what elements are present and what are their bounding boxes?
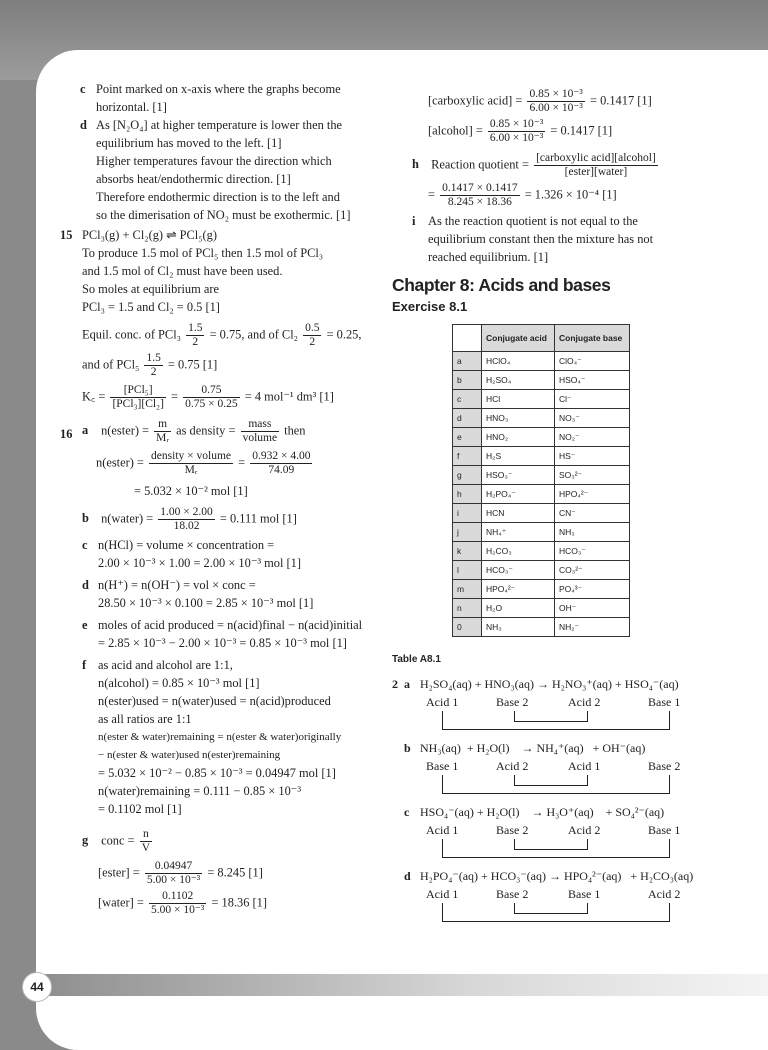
footer-band <box>40 974 768 996</box>
numerator: 1.5 <box>146 352 161 364</box>
denominator: 2 <box>309 336 316 348</box>
text: = 1.326 × 10⁻⁴ [1] <box>524 187 617 202</box>
conjugate-base-cell: HCO₃⁻ <box>555 542 630 561</box>
text: n(alcohol) = 0.85 × 10⁻³ mol [1] <box>98 676 260 690</box>
text: = 2.85 × 10⁻³ − 2.00 × 10⁻³ = 0.85 × 10⁻³ mol [1] <box>98 636 347 650</box>
label: d <box>82 578 89 592</box>
text: Equil. conc. of PCl₃ <box>82 327 181 342</box>
fraction <box>144 352 162 379</box>
row-label: l <box>453 561 482 580</box>
text: Reaction quotient = <box>431 157 529 172</box>
q16h-value <box>392 182 712 212</box>
text: = 0.75, and of Cl₂ <box>209 327 298 342</box>
question-number: 15 <box>60 228 73 242</box>
role-labels <box>392 757 712 773</box>
text: n(water) = <box>101 511 154 526</box>
conjugate-base-cell: NH₂⁻ <box>555 618 630 637</box>
label: i <box>412 214 416 228</box>
text: n(water)remaining = 0.111 − 0.85 × 10⁻³ <box>98 784 302 798</box>
conjugate-base-cell: OH⁻ <box>555 599 630 618</box>
denominator: Mᵣ <box>156 432 170 444</box>
text: = <box>238 455 246 470</box>
label: g <box>82 833 89 848</box>
text: as density = <box>176 423 236 438</box>
denominator: Mᵣ <box>184 464 198 476</box>
text: equilibrium has moved to the left. [1] <box>96 136 282 150</box>
q15 <box>60 226 380 244</box>
role-label: Acid 2 <box>568 695 601 709</box>
text: Therefore endothermic direction is to the left and <box>96 190 340 204</box>
role-label: Acid 1 <box>426 823 459 837</box>
q16a <box>60 418 380 450</box>
role-label: Acid 1 <box>568 759 601 773</box>
fraction <box>110 384 165 411</box>
table-row <box>453 599 630 618</box>
denominator: 6.00 × 10⁻³ <box>489 132 544 144</box>
conjugate-acid-cell: HNO₃ <box>482 409 555 428</box>
table-row <box>453 428 630 447</box>
right-column <box>392 88 712 931</box>
question-number: 16 <box>60 427 73 441</box>
fraction <box>186 322 204 349</box>
conjugate-acid-cell: HClO₄ <box>482 352 555 371</box>
text: NH₃(aq) + H₂O(l) → NH₄⁺(aq) + OH⁻(aq) <box>420 741 646 755</box>
denominator: V <box>141 842 151 854</box>
text: so the dimerisation of NO₂ must be exothermic. [1] <box>96 208 351 222</box>
conjugate-base-cell: SO₃²⁻ <box>555 466 630 485</box>
conjugate-base-cell: ClO₄⁻ <box>555 352 630 371</box>
text: = <box>428 187 435 202</box>
row-label: a <box>453 352 482 371</box>
conjugate-acid-cell: H₂S <box>482 447 555 466</box>
ester-concentration <box>60 860 380 890</box>
conjugate-pair-brackets <box>392 901 712 925</box>
denominator: 8.245 × 18.36 <box>447 196 512 208</box>
inner-bracket <box>514 711 588 722</box>
text: PCl₃(g) + Cl₂(g) ⇌ PCl₅(g) <box>82 228 217 242</box>
role-label: Base 1 <box>648 823 681 837</box>
label: f <box>82 658 87 672</box>
role-label: Base 2 <box>648 759 681 773</box>
reaction-equation <box>392 867 712 885</box>
text: [carboxylic acid] = <box>428 93 523 108</box>
label: b <box>404 741 411 755</box>
numerator: 0.85 × 10⁻³ <box>529 88 583 100</box>
conjugate-acid-cell: HCO₃⁻ <box>482 561 555 580</box>
text: = 8.245 [1] <box>207 865 263 880</box>
numerator: [PCl₅] <box>110 384 165 398</box>
text: horizontal. [1] <box>96 100 167 114</box>
conjugate-base-cell: Cl⁻ <box>555 390 630 409</box>
fraction <box>149 890 206 917</box>
role-label: Base 2 <box>496 887 529 901</box>
conjugate-base-cell: HS⁻ <box>555 447 630 466</box>
numerator: [carboxylic acid][alcohol] <box>536 152 656 164</box>
conjugate-acid-cell: HCN <box>482 504 555 523</box>
row-label: k <box>453 542 482 561</box>
conjugate-acid-cell: HPO₄²⁻ <box>482 580 555 599</box>
reaction-equation <box>392 739 712 757</box>
text: = 0.1417 [1] <box>589 93 652 108</box>
row-label: 0 <box>453 618 482 637</box>
numerator: density × volume <box>151 450 231 462</box>
table-row <box>453 618 630 637</box>
role-label: Base 2 <box>496 695 529 709</box>
q16b <box>60 506 380 536</box>
text: then <box>284 423 306 438</box>
numerator: m <box>154 418 171 432</box>
label: c <box>80 82 86 96</box>
fraction <box>183 384 240 411</box>
text: [water] = <box>98 895 144 910</box>
label: e <box>82 618 88 632</box>
role-label: Acid 1 <box>426 887 459 901</box>
water-concentration <box>60 890 380 920</box>
inner-bracket <box>514 903 588 914</box>
q16e <box>60 616 380 634</box>
text: [ester] = <box>98 865 140 880</box>
numerator: 0.932 × 4.00 <box>252 450 311 462</box>
text: and of PCl₅ <box>82 357 140 372</box>
text: and 1.5 mol of Cl₂ must have been used. <box>82 264 283 278</box>
pcl5-concentration <box>60 352 380 384</box>
role-labels <box>392 885 712 901</box>
reaction-equation <box>392 675 712 693</box>
conjugate-pair-brackets <box>392 709 712 733</box>
conjugate-pair-brackets <box>392 773 712 797</box>
text: = 0.25, <box>326 327 362 342</box>
conjugate-base-cell: HPO₄²⁻ <box>555 485 630 504</box>
fraction <box>534 152 658 179</box>
table-row <box>453 447 630 466</box>
label: a <box>404 677 410 691</box>
numerator: 0.5 <box>305 322 320 334</box>
row-label: m <box>453 580 482 599</box>
conjugate-acid-cell: HNO₂ <box>482 428 555 447</box>
conjugate-acid-cell: H₂CO₃ <box>482 542 555 561</box>
table-row <box>453 352 630 371</box>
text: So moles at equilibrium are <box>82 282 219 296</box>
text: − n(ester & water)used n(ester)remaining <box>98 749 281 761</box>
role-label: Base 1 <box>568 887 601 901</box>
denominator: 0.75 × 0.25 <box>185 398 238 410</box>
column-header: Conjugate base <box>555 325 630 352</box>
q14c <box>60 80 380 98</box>
conjugate-base-cell: CO₃²⁻ <box>555 561 630 580</box>
denominator: [ester][water] <box>564 166 628 178</box>
denominator: 6.00 × 10⁻³ <box>529 102 583 114</box>
numerator: 0.1417 × 0.1417 <box>442 182 518 194</box>
denominator: 5.00 × 10⁻³ <box>146 874 201 886</box>
numerator: 0.85 × 10⁻³ <box>489 118 544 130</box>
denominator: 5.00 × 10⁻³ <box>150 904 205 916</box>
column-header: Conjugate acid <box>482 325 555 352</box>
text: = <box>171 389 179 404</box>
q16f <box>60 656 380 674</box>
table-row <box>453 466 630 485</box>
q2-part-d <box>392 867 712 925</box>
text: K꜀ = <box>82 389 106 404</box>
numerator: n <box>140 828 152 842</box>
numerator: 1.00 × 2.00 <box>160 506 213 518</box>
text: n(ester) = <box>101 423 150 438</box>
q14d <box>60 116 380 134</box>
role-label: Acid 2 <box>496 759 529 773</box>
left-column <box>60 80 380 920</box>
row-label: g <box>453 466 482 485</box>
text: conc = <box>101 833 135 848</box>
label: b <box>82 511 89 526</box>
text: n(HCl) = volume × concentration = <box>98 538 275 552</box>
text: = 0.111 mol [1] <box>219 511 297 526</box>
conjugate-base-cell: HSO₄⁻ <box>555 371 630 390</box>
table-body <box>453 352 630 637</box>
text: = 0.1102 mol [1] <box>98 802 182 816</box>
q16g <box>60 828 380 860</box>
row-label: h <box>453 485 482 504</box>
label: c <box>82 538 88 552</box>
text: = 4 mol⁻¹ dm³ [1] <box>244 389 334 404</box>
page-number: 44 <box>22 972 52 1002</box>
label: d <box>404 869 411 883</box>
row-label: j <box>453 523 482 542</box>
conjugate-base-cell: NO₂⁻ <box>555 428 630 447</box>
inner-bracket <box>514 775 588 786</box>
fraction <box>149 450 233 477</box>
text: H₂SO₄(aq) + HNO₃(aq) → H₂NO₃⁺(aq) + HSO₄⁻(aq) <box>420 677 679 691</box>
role-label: Base 2 <box>496 823 529 837</box>
row-label: e <box>453 428 482 447</box>
exercise-title: Exercise 8.1 <box>392 299 468 314</box>
text: To produce 1.5 mol of PCl₅ then 1.5 mol of PCl₃ <box>82 246 324 260</box>
row-label: f <box>453 447 482 466</box>
denominator: volume <box>242 432 278 444</box>
text: As [N₂O₄] at higher temperature is lower then the <box>96 118 343 132</box>
role-labels <box>392 821 712 837</box>
conjugate-table <box>452 324 630 637</box>
text: equilibrium constant then the mixture has not <box>428 232 654 246</box>
label: a <box>82 423 89 438</box>
conjugate-pair-brackets <box>392 837 712 861</box>
q16d <box>60 576 380 594</box>
text: n(ester)used = n(water)used = n(acid)produced <box>98 694 331 708</box>
text: = 5.032 × 10⁻² − 0.85 × 10⁻³ = 0.04947 mol [1] <box>98 766 336 780</box>
table-row <box>453 523 630 542</box>
conjugate-acid-cell: H₂O <box>482 599 555 618</box>
q2-part-c <box>392 803 712 861</box>
fraction <box>145 860 202 887</box>
table-header-row <box>453 325 630 352</box>
conjugate-acid-cell: NH₃ <box>482 618 555 637</box>
text: n(ester) = <box>96 455 144 470</box>
denominator: 2 <box>150 366 157 378</box>
text: Point marked on x-axis where the graphs become <box>96 82 341 96</box>
fraction <box>303 322 321 349</box>
text: Higher temperatures favour the direction which <box>96 154 332 168</box>
denominator: [PCl₃][Cl₂] <box>112 398 164 410</box>
text: absorbs heat/endothermic direction. [1] <box>96 172 291 186</box>
table-row <box>453 409 630 428</box>
conjugate-base-cell: PO₄³⁻ <box>555 580 630 599</box>
table-row <box>453 485 630 504</box>
inner-bracket <box>514 839 588 850</box>
fraction <box>488 118 545 145</box>
conjugate-acid-cell: HSO₃⁻ <box>482 466 555 485</box>
text: n(H⁺) = n(OH⁻) = vol × conc = <box>98 578 256 592</box>
text: H₂PO₄⁻(aq) + HCO₃⁻(aq) → HPO₄²⁻(aq) + H₂CO₃(aq) <box>420 869 694 883</box>
text: PCl₃ = 1.5 and Cl₂ = 0.5 [1] <box>82 300 220 314</box>
role-label: Base 1 <box>426 759 459 773</box>
numerator: mass <box>241 418 280 432</box>
text: n(ester & water)remaining = n(ester & water)originally <box>98 731 342 743</box>
conjugate-acid-cell: HCl <box>482 390 555 409</box>
text: [alcohol] = <box>428 123 483 138</box>
question-2 <box>392 675 712 925</box>
denominator: 2 <box>192 336 199 348</box>
text: 2.00 × 10⁻³ × 1.00 = 2.00 × 10⁻³ mol [1] <box>98 556 301 570</box>
fraction <box>527 88 584 115</box>
table-row <box>453 371 630 390</box>
corner-cell <box>453 325 482 352</box>
fraction <box>250 450 312 477</box>
equilibrium-concentrations <box>60 322 380 352</box>
carboxylic-acid-concentration <box>392 88 712 118</box>
row-label: d <box>453 409 482 428</box>
alcohol-concentration <box>392 118 712 152</box>
table-row <box>453 542 630 561</box>
q16a-ester <box>60 450 380 482</box>
q16i <box>392 212 712 230</box>
conjugate-acid-cell: H₂SO₄ <box>482 371 555 390</box>
denominator: 74.09 <box>268 464 295 476</box>
q2-part-b <box>392 739 712 797</box>
q16h <box>392 152 712 182</box>
text: as acid and alcohol are 1:1, <box>98 658 233 672</box>
text: = 18.36 [1] <box>211 895 267 910</box>
table-row <box>453 390 630 409</box>
label: c <box>404 805 410 819</box>
conjugate-base-cell: CN⁻ <box>555 504 630 523</box>
conjugate-acid-cell: H₂PO₄⁻ <box>482 485 555 504</box>
role-labels <box>392 693 712 709</box>
reaction-equation <box>392 803 712 821</box>
q2-part-a <box>392 675 712 733</box>
table-row <box>453 580 630 599</box>
role-label: Base 1 <box>648 695 681 709</box>
label: d <box>80 118 87 132</box>
table-row <box>453 561 630 580</box>
text: HSO₄⁻(aq) + H₂O(l) → H₃O⁺(aq) + SO₄²⁻(aq) <box>420 805 665 819</box>
fraction <box>440 182 520 209</box>
text: = 0.75 [1] <box>167 357 218 372</box>
numerator: 1.5 <box>188 322 203 334</box>
fraction <box>140 828 152 855</box>
chapter-title: Chapter 8: Acids and bases <box>392 275 611 295</box>
row-label: i <box>453 504 482 523</box>
row-label: c <box>453 390 482 409</box>
kc-expression <box>60 384 380 418</box>
text: As the reaction quotient is not equal to the <box>428 214 638 228</box>
text: reached equilibrium. [1] <box>428 250 549 264</box>
text: = 5.032 × 10⁻² mol [1] <box>134 484 248 498</box>
table-row <box>453 504 630 523</box>
q16c <box>60 536 380 554</box>
numerator: 0.1102 <box>149 890 206 904</box>
role-label: Acid 1 <box>426 695 459 709</box>
conjugate-acid-cell: NH₄⁺ <box>482 523 555 542</box>
row-label: n <box>453 599 482 618</box>
text: as all ratios are 1:1 <box>98 712 192 726</box>
numerator: 0.04947 <box>145 860 202 874</box>
text: = 0.1417 [1] <box>550 123 613 138</box>
fraction <box>158 506 215 533</box>
text: 28.50 × 10⁻³ × 0.100 = 2.85 × 10⁻³ mol [1] <box>98 596 314 610</box>
label: h <box>412 157 419 172</box>
row-label: b <box>453 371 482 390</box>
table-caption: Table A8.1 <box>392 654 441 665</box>
denominator: 18.02 <box>173 520 200 532</box>
role-label: Acid 2 <box>648 887 681 901</box>
conjugate-base-cell: NH₃ <box>555 523 630 542</box>
question-number: 2 <box>392 677 398 691</box>
fraction <box>154 418 171 445</box>
text: moles of acid produced = n(acid)final − n(acid)initial <box>98 618 363 632</box>
role-label: Acid 2 <box>568 823 601 837</box>
fraction <box>241 418 280 445</box>
numerator: 0.75 <box>183 384 240 398</box>
conjugate-base-cell: NO₃⁻ <box>555 409 630 428</box>
